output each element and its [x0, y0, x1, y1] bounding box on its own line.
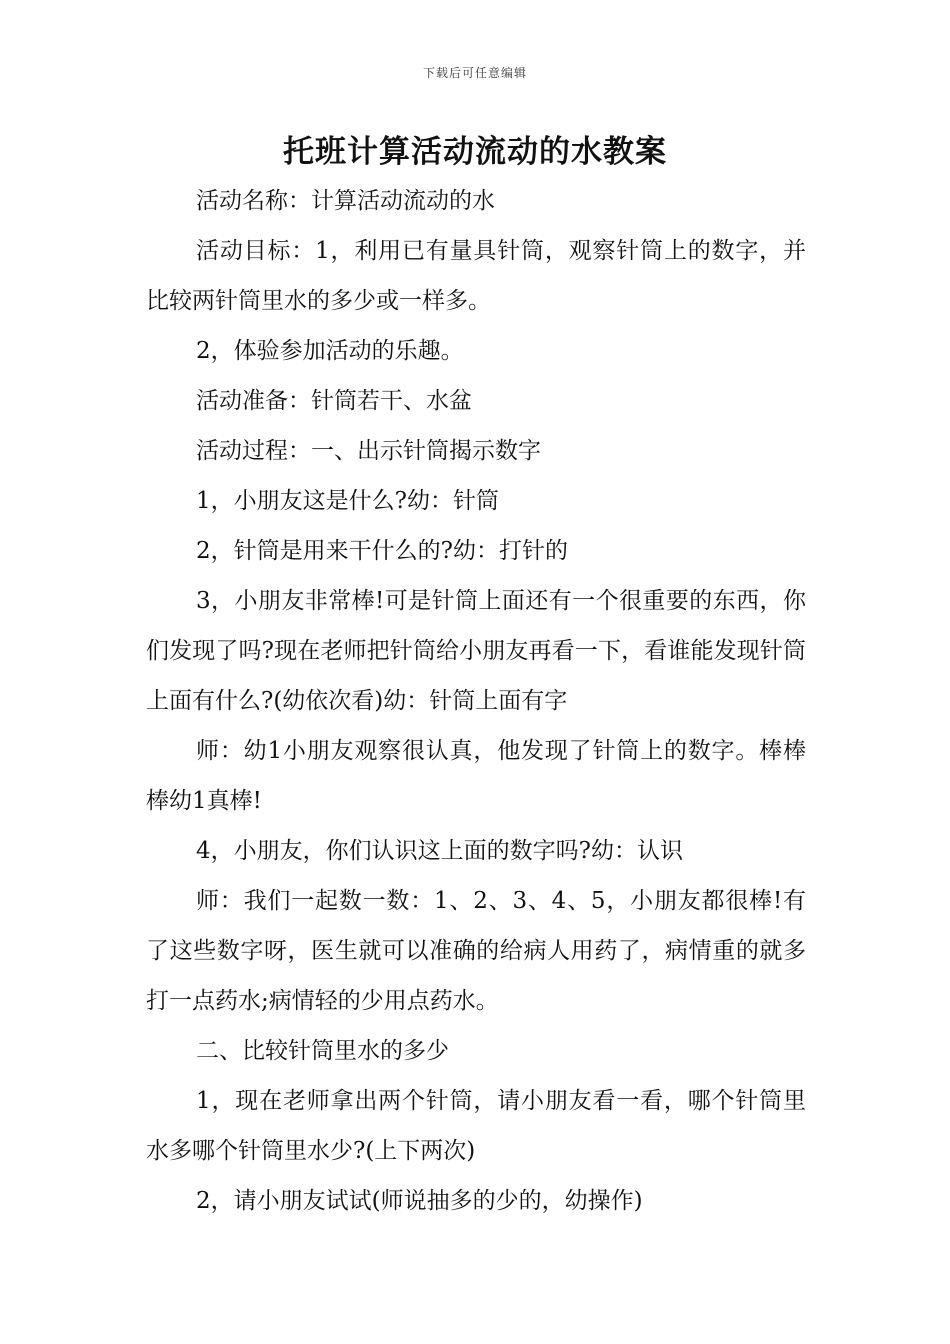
- paragraph-section-2-heading: 二、比较针筒里水的多少: [196, 1038, 449, 1064]
- paragraph-teacher-counting: 师：我们一起数一数：1、2、3、4、5，小朋友都很棒!有了这些数字呀，医生就可以准确的给病人用药了，病情重的就多打一点药水;病情轻的少用点药水。: [146, 888, 806, 1014]
- paragraph-compare-step-2: 2，请小朋友试试(师说抽多的少的，幼操作): [196, 1188, 643, 1214]
- document-title: 托班计算活动流动的水教案: [283, 134, 667, 170]
- paragraph-activity-goal-1: 活动目标：1，利用已有量具针筒，观察针筒上的数字，并比较两针筒里水的多少或一样多。: [146, 238, 806, 314]
- paragraph-activity-name: 活动名称：计算活动流动的水: [196, 188, 495, 214]
- paragraph-step-2: 2，针筒是用来干什么的?幼：打针的: [196, 538, 568, 564]
- paragraph-activity-goal-2: 2，体验参加活动的乐趣。: [196, 338, 464, 364]
- paragraph-step-1: 1，小朋友这是什么?幼：针筒: [196, 488, 499, 514]
- paragraph-activity-process: 活动过程：一、出示针筒揭示数字: [196, 438, 541, 464]
- paragraph-step-4: 4，小朋友，你们认识这上面的数字吗?幼：认识: [196, 838, 683, 864]
- header-note: 下载后可任意编辑: [422, 66, 527, 80]
- paragraph-step-3: 3，小朋友非常棒!可是针筒上面还有一个很重要的东西，你们发现了吗?现在老师把针筒给小朋友再看一下，看谁能发现针筒上面有什么?(幼依次看)幼：针筒上面有字: [146, 588, 806, 714]
- document-body: [146, 176, 806, 1226]
- paragraph-teacher-praise: 师：幼1小朋友观察很认真，他发现了针筒上的数字。棒棒棒幼1真棒!: [146, 738, 806, 814]
- paragraph-activity-preparation: 活动准备：针筒若干、水盆: [196, 388, 472, 414]
- paragraph-compare-step-1: 1，现在老师拿出两个针筒，请小朋友看一看，哪个针筒里水多哪个针筒里水少?(上下两次): [146, 1088, 806, 1164]
